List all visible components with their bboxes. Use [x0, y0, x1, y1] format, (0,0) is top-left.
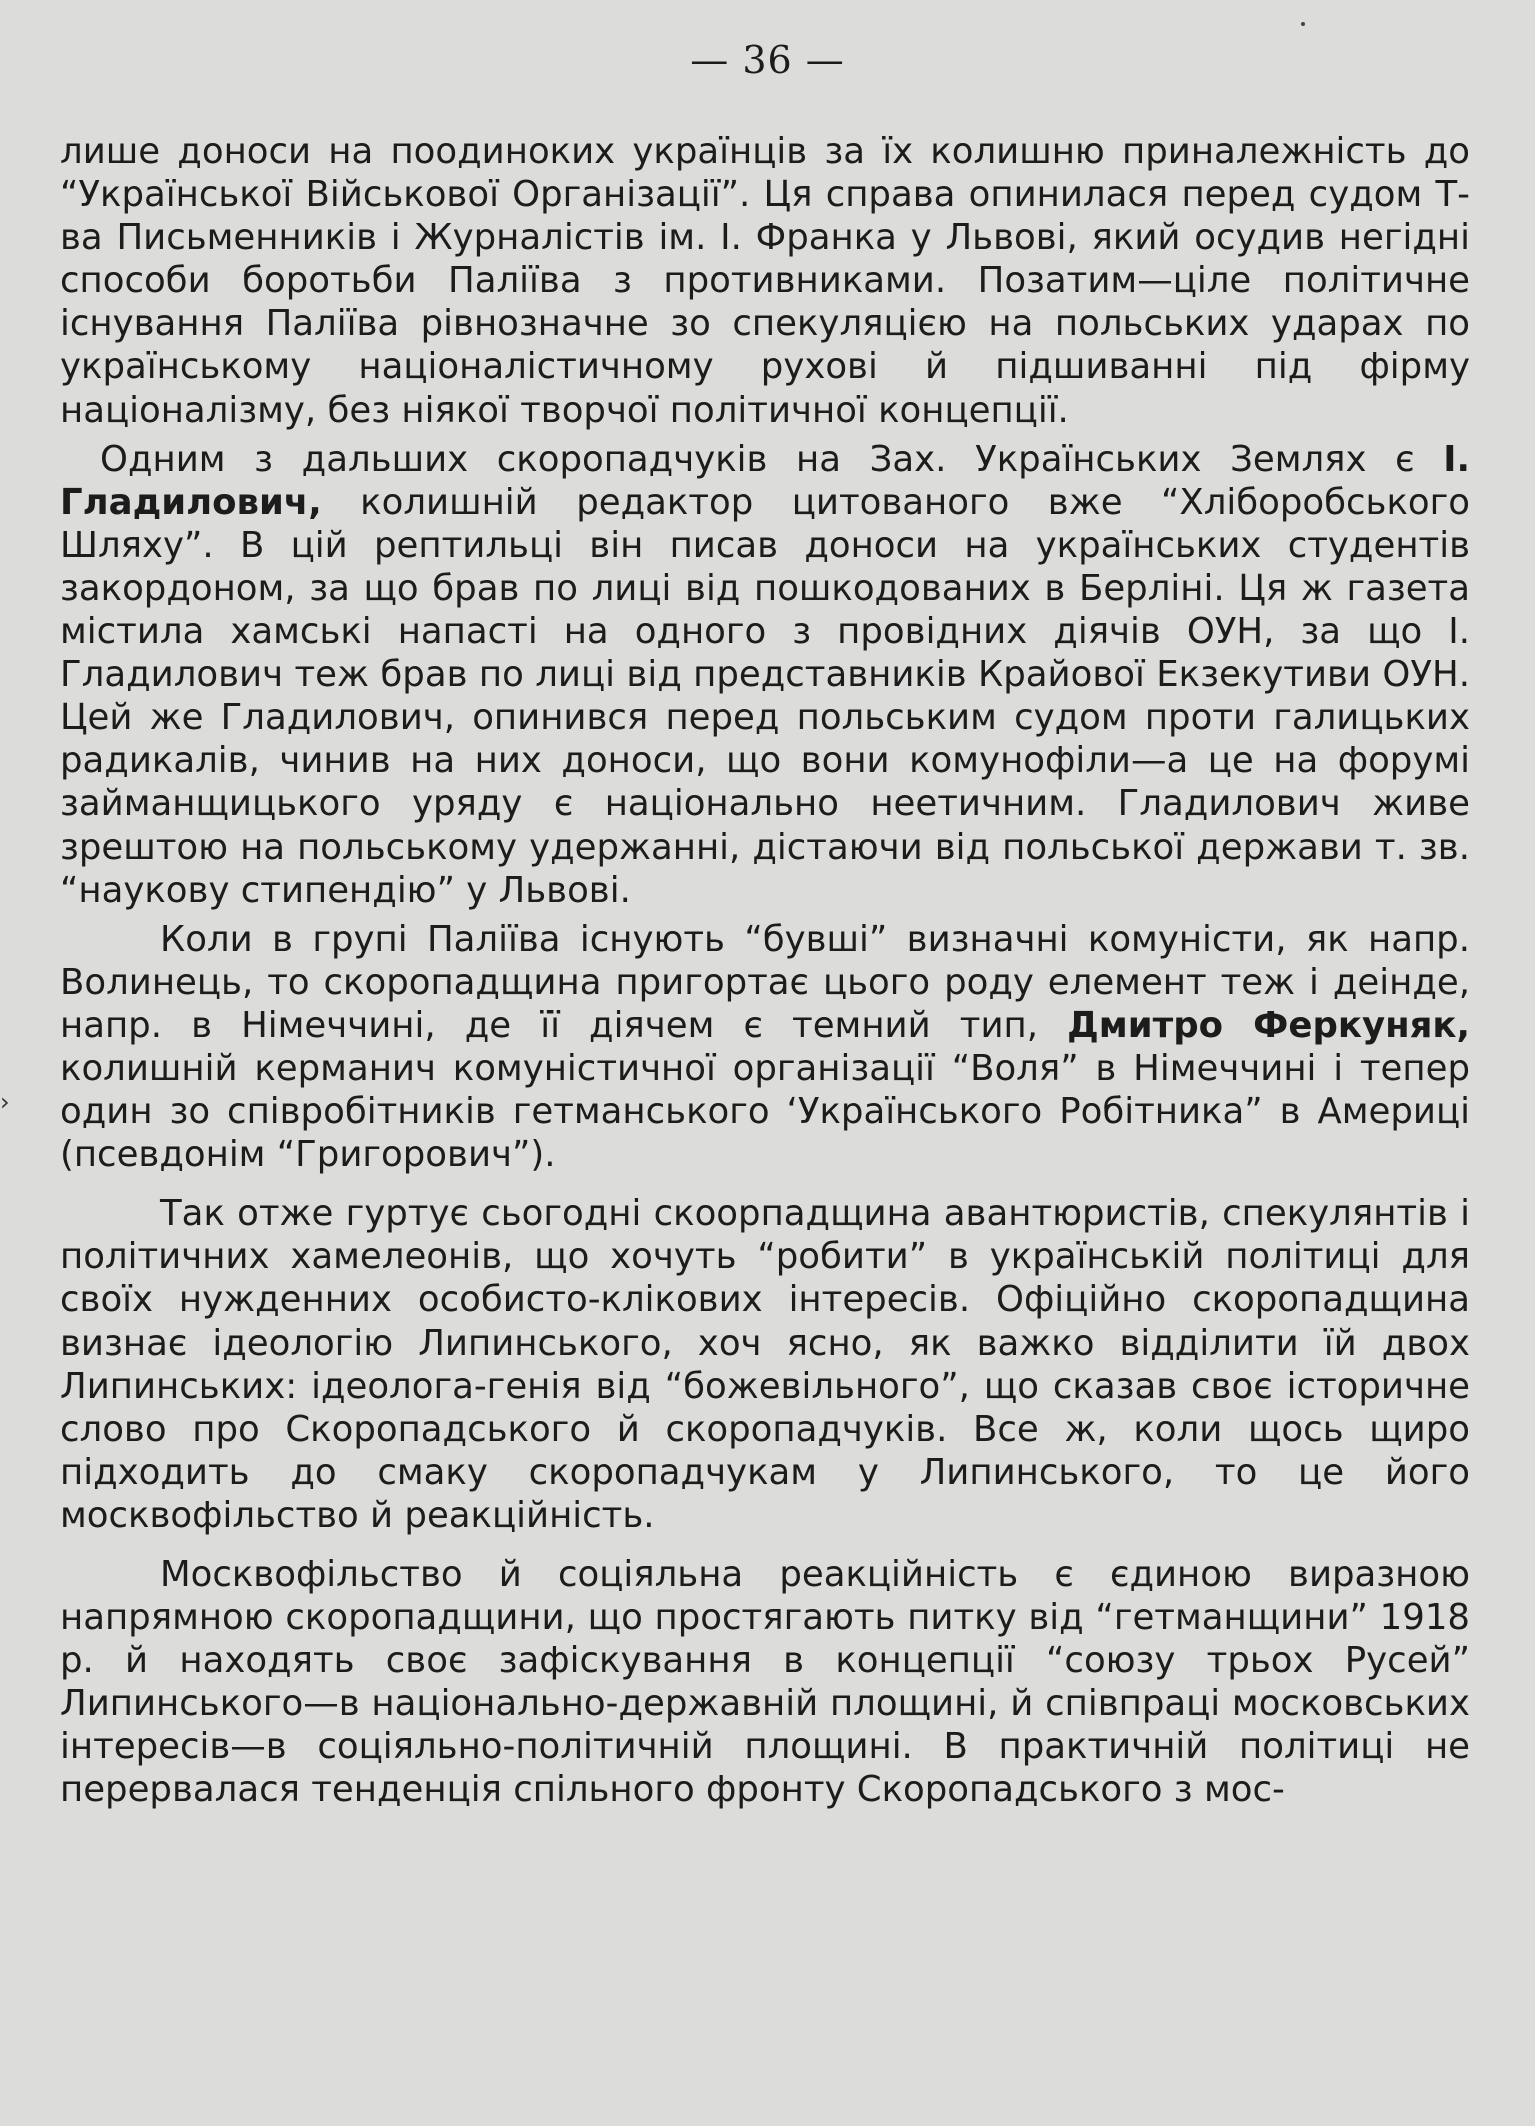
paragraph-3: [60, 918, 1470, 1177]
person-name-hladylovych: І. Гладилович,: [60, 438, 1470, 523]
person-name-ferkuniak: Дмитро Феркуняк,: [1067, 1004, 1471, 1046]
paragraph-text: колишній керманич комуністичної організації “Воля” в Німеччині і тепер один зо співробітників гетманського ‘Українського Робітника” в Америці (псевдонім “Григорович”).: [60, 1047, 1470, 1176]
page-body: [60, 130, 1470, 1812]
margin-mark: ›: [0, 1088, 10, 1116]
paragraph-text: Одним з дальших скоропадчуків на Зах. Українських Землях є: [100, 438, 1444, 480]
paragraph-4: [60, 1192, 1470, 1537]
paragraph-text: Москвофільство й соціяльна реакційність є єдиною виразною напрямною скоропадщини, що простягають питку від “гетманщини” 1918 р. й находять своє зафіскування в концепції “союзу трьох Русей” Липинського—в національно-державній площині, й співпраці московських інтересів—в соціяльно-політичній площині. В практичній політиці не перервалася тенденція спільного фронту Скоропадського з мос-: [60, 1554, 1470, 1811]
paragraph-2: [60, 438, 1470, 912]
print-speck: [1301, 22, 1305, 26]
paragraph-1: [60, 130, 1470, 432]
paragraph-text: колишній редактор цитованого вже “Хліборобського Шляху”. В цій рептильці він писав доноси на українських студентів закордоном, за що брав по лиці від пошкодованих в Берліні. Ця ж газета містила хамські напасті на одного з провідних діячів ОУН, за що І. Гладилович теж брав по лиці від представників Крайової Екзекутиви ОУН. Цей же Гладилович, опинився перед польським судом проти галицьких радикалів, чинив на них доноси, що вони комунофіли—а це на форумі займанщицького уряду є національно неетичним. Гладилович живе зрештою на польському удержанні, дістаючи від польської держави т. зв. “наукову стипендію” у Львові.: [60, 481, 1470, 911]
paragraph-text: лише доноси на поодиноких українців за їх колишню приналежність до “Української Військової Організації”. Ця справа опинилася перед судом Т-ва Письменників і Журналістів ім. І. Франка у Львові, який осудив негідні способи боротьби Паліїва з противниками. Позатим—ціле політичне існування Паліїва рівнозначне зо спекуляцією на польських ударах по українському націоналістичному рухові й підшиванні під фірму націоналізму, без ніякої творчої політичної концепції.: [60, 131, 1470, 431]
paragraph-5: [60, 1553, 1470, 1812]
paragraph-text: Так отже гуртує сьогодні скоорпадщина авантюристів, спекулянтів і політичних хамелеонів, що хочуть “робити” в українській політиці для своїх нужденних особисто-клікових інтересів. Офіційно скоропадщина визнає ідеологію Липинського, хоч ясно, як важко відділити їй двох Липинських: ідеолога-генія від “божевільного”, що сказав своє історичне слово про Скоропадського й скоропадчуків. Все ж, коли щось щиро підходить до смаку скоропадчукам у Липинського, то це його москвофільство й реакційність.: [60, 1193, 1470, 1536]
page-number: — 36 —: [690, 38, 845, 82]
paragraph-text: Коли в групі Паліїва існують “бувші” визначні комуністи, як напр. Волинець, то скоропадщина пригортає цього роду елемент теж і деінде, напр. в Німеччині, де її діячем є темний тип,: [60, 918, 1470, 1046]
